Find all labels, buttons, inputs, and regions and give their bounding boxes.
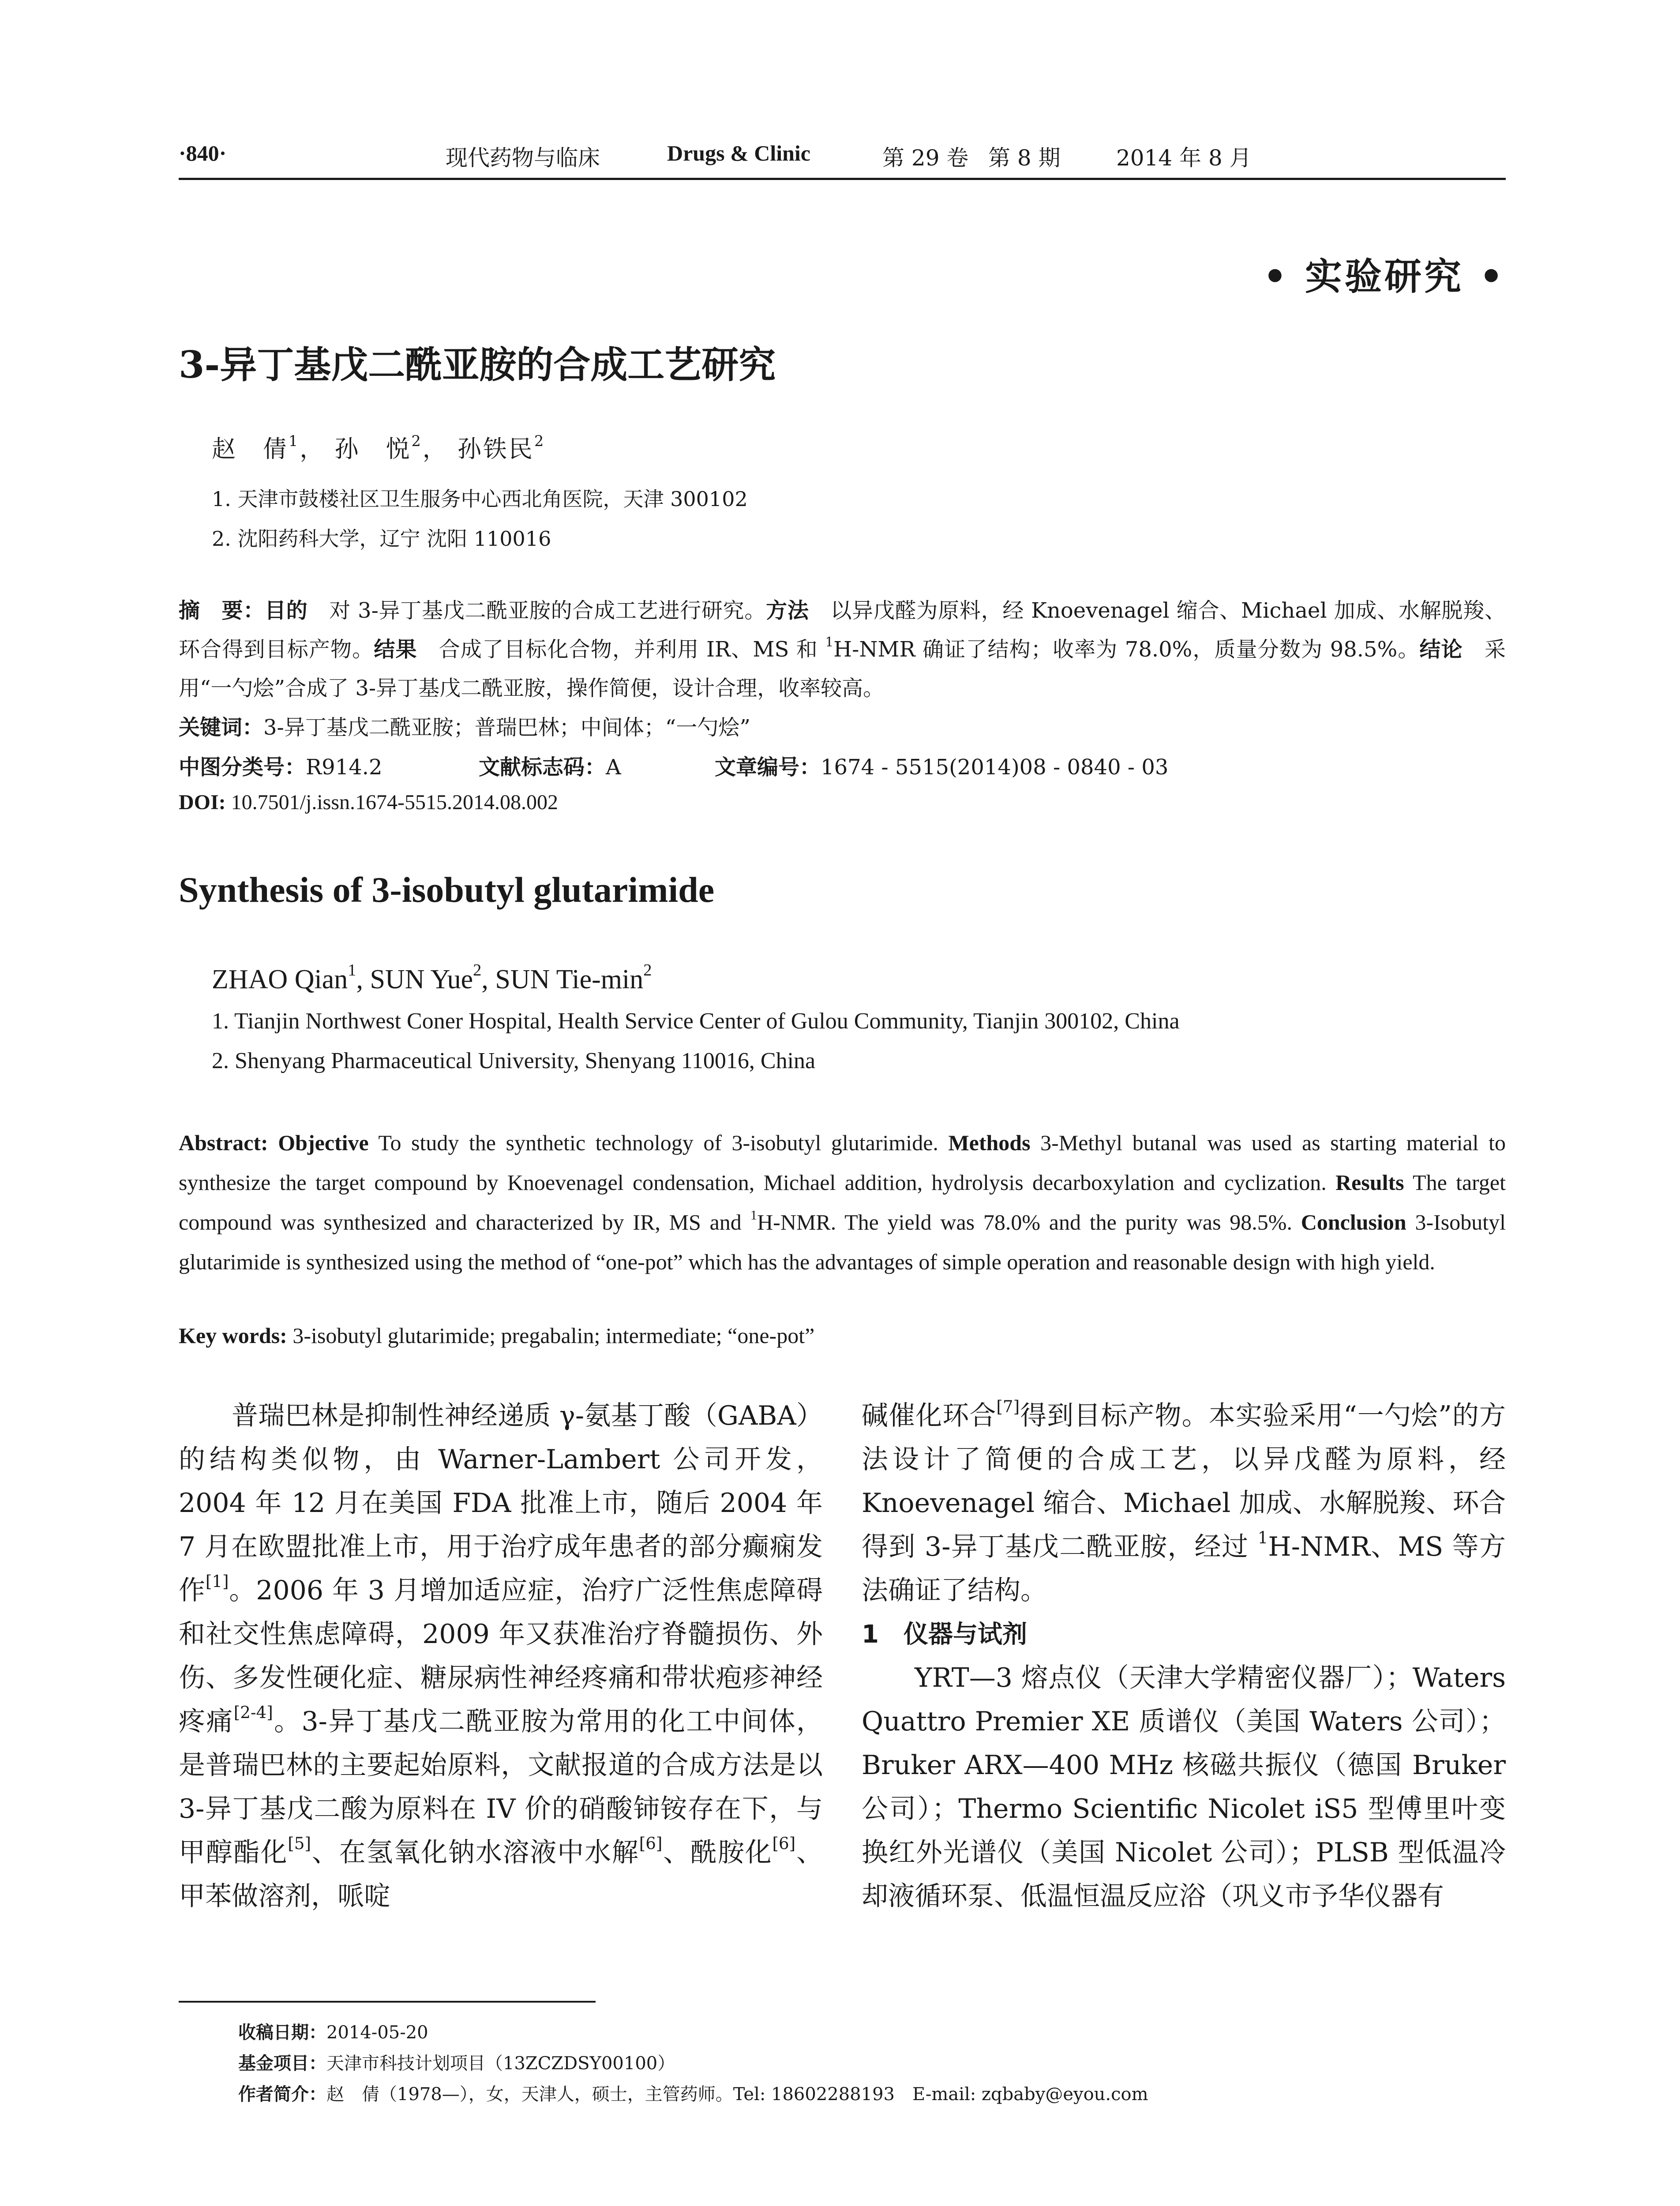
footnote-text: 天津市科技计划项目（13ZCZDSY00100）: [326, 2053, 675, 2074]
body-left-column: [179, 1394, 823, 1918]
conclusion-text: 采用“一勺烩”合成了 3-异丁基戊二酰亚胺，操作简便，设计合理，收率较高。: [179, 637, 1506, 701]
author-name: 赵 倩: [212, 435, 289, 463]
footnote-label: 收稿日期：: [238, 2022, 326, 2043]
citation: [5]: [288, 1834, 311, 1853]
citation: [2-4]: [233, 1703, 273, 1722]
body-paragraph: YRT—3 熔点仪（天津大学精密仪器厂）；Waters Quattro Premier XE 质谱仪（美国 Waters 公司）；Bruker ARX—400 MHz 核磁共振仪（德国 Bruker 公司）；Thermo Scientific Nicolet iS5 型傅里叶变换红外光谱仪（美国 Nicolet 公司）；PLSB 型低温冷却液循环泵、低温恒温反应浴（巩义市予华仪器有: [862, 1662, 1506, 1912]
body-text: 碱催化环合: [862, 1400, 997, 1431]
superscript: 1: [1257, 1528, 1268, 1548]
separator: ,: [356, 964, 370, 994]
body-right-column: [862, 1394, 1506, 1918]
methods-text-en: 3-Methyl butanal was used as starting material to synthesize the target compound by Knoevenagel condensation, Michael addition, hydrolysis decarboxylation and cyclization.: [179, 1130, 1506, 1195]
authors-en: [212, 961, 652, 995]
author-affiliation-mark: 2: [411, 432, 423, 450]
superscript: 1: [825, 634, 834, 650]
page-number: ·840·: [179, 141, 227, 165]
conclusion-label-en: Conclusion: [1301, 1210, 1406, 1234]
clc-value: R914.2: [306, 755, 382, 780]
doi-value: 10.7501/j.issn.1674-5515.2014.08.002: [225, 791, 559, 814]
affiliation-en-2: 2. Shenyang Pharmaceutical University, Shenyang 110016, China: [212, 1048, 816, 1073]
keywords-label-en: Key words:: [179, 1323, 287, 1348]
separator: ,: [481, 964, 495, 994]
objective-label-en: Objective: [268, 1130, 369, 1155]
author-affiliation-mark: 2: [473, 961, 482, 980]
objective-text-en: To study the synthetic technology of 3-isobutyl glutarimide.: [368, 1130, 949, 1155]
keywords-cn: [179, 710, 750, 741]
keywords-en: [179, 1323, 814, 1348]
keywords-text: 3-异丁基戊二酰亚胺；普瑞巴林；中间体；“一勺烩”: [263, 715, 750, 740]
results-text: 合成了目标化合物，并利用 IR、MS 和: [417, 637, 825, 662]
methods-label-en: Methods: [948, 1130, 1031, 1155]
author-name: 孙 悦: [334, 435, 412, 463]
authors-cn: 赵 倩$^1$， 孙 悦$^2$， 孙铁民$^2$: [212, 432, 546, 463]
affiliation-cn-1: 1. 天津市鼓楼社区卫生服务中心西北角医院，天津 300102: [212, 487, 748, 511]
abstract-label: 摘 要：: [179, 598, 265, 623]
footnote-author-bio: [238, 2080, 1148, 2105]
citation: [7]: [996, 1397, 1020, 1417]
author-affiliation-mark: 1: [348, 961, 356, 980]
title-en: Synthesis of 3-isobutyl glutarimide: [179, 870, 715, 910]
footnote-rule: [179, 2001, 596, 2003]
results-label-en: Results: [1335, 1170, 1404, 1195]
abstract-en: [179, 1123, 1506, 1282]
footnote-label: 作者简介：: [238, 2084, 326, 2105]
author-name: 孙铁民: [457, 435, 534, 463]
body-text: 得到目标产物。本实验采用“一勺烩”的方法设计了简便的合成工艺，以异戊醛为原料，经 Knoevenagel 缩合、Michael 加成、水解脱羧、环合得到 3-异丁基戊二酰亚胺，经过: [862, 1400, 1506, 1562]
abstract-label-en: Abstract:: [179, 1130, 268, 1155]
keywords-label: 关键词：: [179, 715, 264, 740]
footnote-text: 赵 倩（1978—），女，天津人，硕士，主管药师。Tel: 18602288193 E-mail: zqbaby@eyou.com: [326, 2084, 1148, 2105]
body-text: 、甲苯做溶剂，哌啶: [179, 1837, 823, 1912]
keywords-text-en: 3-isobutyl glutarimide; pregabalin; intermediate; “one-pot”: [287, 1323, 815, 1348]
body-text: 普瑞巴林是抑制性神经递质 γ-氨基丁酸（GABA）的结构类似物，由 Warner-Lambert 公司开发，2004 年 12 月在美国 FDA 批准上市，随后 2004 年 7 月在欧盟批准上市，用于治疗成年患者的部分癫痫发作: [179, 1400, 823, 1606]
footnote-label: 基金项目：: [238, 2053, 326, 2074]
issue-date: 2014 年 8 月: [1116, 145, 1252, 171]
body-text: 、在氢氧化钠水溶液中水解: [311, 1837, 639, 1868]
results-text: H-NMR 确证了结构；收率为 78.0%，质量分数为 98.5%。: [833, 637, 1420, 662]
footnote-received: [238, 2018, 428, 2044]
doc-code-label: 文献标志码：: [479, 755, 606, 780]
doi-row: [179, 790, 558, 814]
citation: [6]: [639, 1834, 663, 1853]
volume: 第 29 卷: [882, 145, 969, 171]
body-paragraph: [179, 1394, 823, 1918]
doi-label: DOI:: [179, 791, 226, 814]
affiliation-cn-2: 2. 沈阳药科大学，辽宁 沈阳 110016: [212, 527, 551, 551]
conclusion-text-en: 3-Isobutyl glutarimide is synthesized using the method of “one-pot” which has the advantages of simple operation and reasonable design with high yield.: [179, 1210, 1506, 1274]
body-paragraph: [862, 1394, 1506, 1613]
superscript: 1: [750, 1207, 758, 1223]
doc-code-value: A: [606, 755, 621, 780]
title-cn: 3-异丁基戊二酰亚胺的合成工艺研究: [179, 343, 776, 386]
body-text: 、酰胺化: [662, 1837, 772, 1868]
footnote-funding: [238, 2049, 675, 2075]
author-name: ZHAO Qian: [212, 964, 348, 994]
conclusion-label: 结论: [1419, 637, 1463, 662]
affiliation-en-1: 1. Tianjin Northwest Coner Hospital, Health Service Center of Gulou Community, Tianjin 300102, China: [212, 1009, 1180, 1034]
doc-code-row: [479, 750, 621, 780]
abstract-cn: [179, 591, 1506, 708]
results-text-en: The target compound was synthesized and characterized by IR, MS and: [179, 1170, 1506, 1234]
clc-label: 中图分类号：: [179, 755, 306, 780]
author-name: SUN Yue: [370, 964, 473, 994]
journal-name-en: Drugs & Clinic: [667, 141, 810, 165]
results-text-en: H-NMR. The yield was 78.0% and the purity was 98.5%.: [757, 1210, 1301, 1234]
body-text: H-NMR、MS 等方法确证了结构。: [862, 1531, 1506, 1606]
footnote-text: 2014-05-20: [326, 2022, 428, 2043]
citation: [6]: [772, 1834, 796, 1853]
results-label: 结果: [374, 637, 417, 662]
journal-name-cn: 现代药物与临床: [446, 145, 600, 171]
article-number-value: 1674 - 5515(2014)08 - 0840 - 03: [821, 755, 1169, 780]
objective-text: 对 3-异丁基戊二酰亚胺的合成工艺进行研究。: [308, 598, 766, 623]
section-tag: • 实验研究 •: [1263, 255, 1506, 298]
article-number-row: [715, 750, 1168, 780]
classification-row: [179, 750, 382, 780]
author-affiliation-mark: 2: [534, 432, 546, 450]
author-name: SUN Tie-min: [495, 964, 644, 994]
methods-label: 方法: [766, 598, 809, 623]
header-rule: [179, 178, 1506, 180]
author-affiliation-mark: 1: [289, 432, 300, 450]
author-affiliation-mark: 2: [643, 961, 652, 980]
methods-text: 以异戊醛为原料，经 Knoevenagel 缩合、Michael 加成、水解脱羧、环合得到目标产物。: [179, 598, 1506, 662]
objective-label: 目的: [265, 598, 308, 623]
section-heading: 1 仪器与试剂: [862, 1620, 1027, 1649]
citation: [1]: [205, 1572, 229, 1591]
article-number-label: 文章编号：: [715, 755, 821, 780]
issue: 第 8 期: [988, 145, 1061, 171]
body-text: 。3-异丁基戊二酰亚胺为常用的化工中间体，是普瑞巴林的主要起始原料，文献报道的合成方法是以 3-异丁基戊二酸为原料在 IV 价的硝酸铈铵存在下，与甲醇酯化: [179, 1706, 823, 1868]
body-text: 。2006 年 3 月增加适应症，治疗广泛性焦虑障碍和社交性焦虑障碍，2009 年又获准治疗脊髓损伤、外伤、多发性硬化症、糖尿病性神经疼痛和带状疱疹神经疼痛: [179, 1575, 823, 1737]
